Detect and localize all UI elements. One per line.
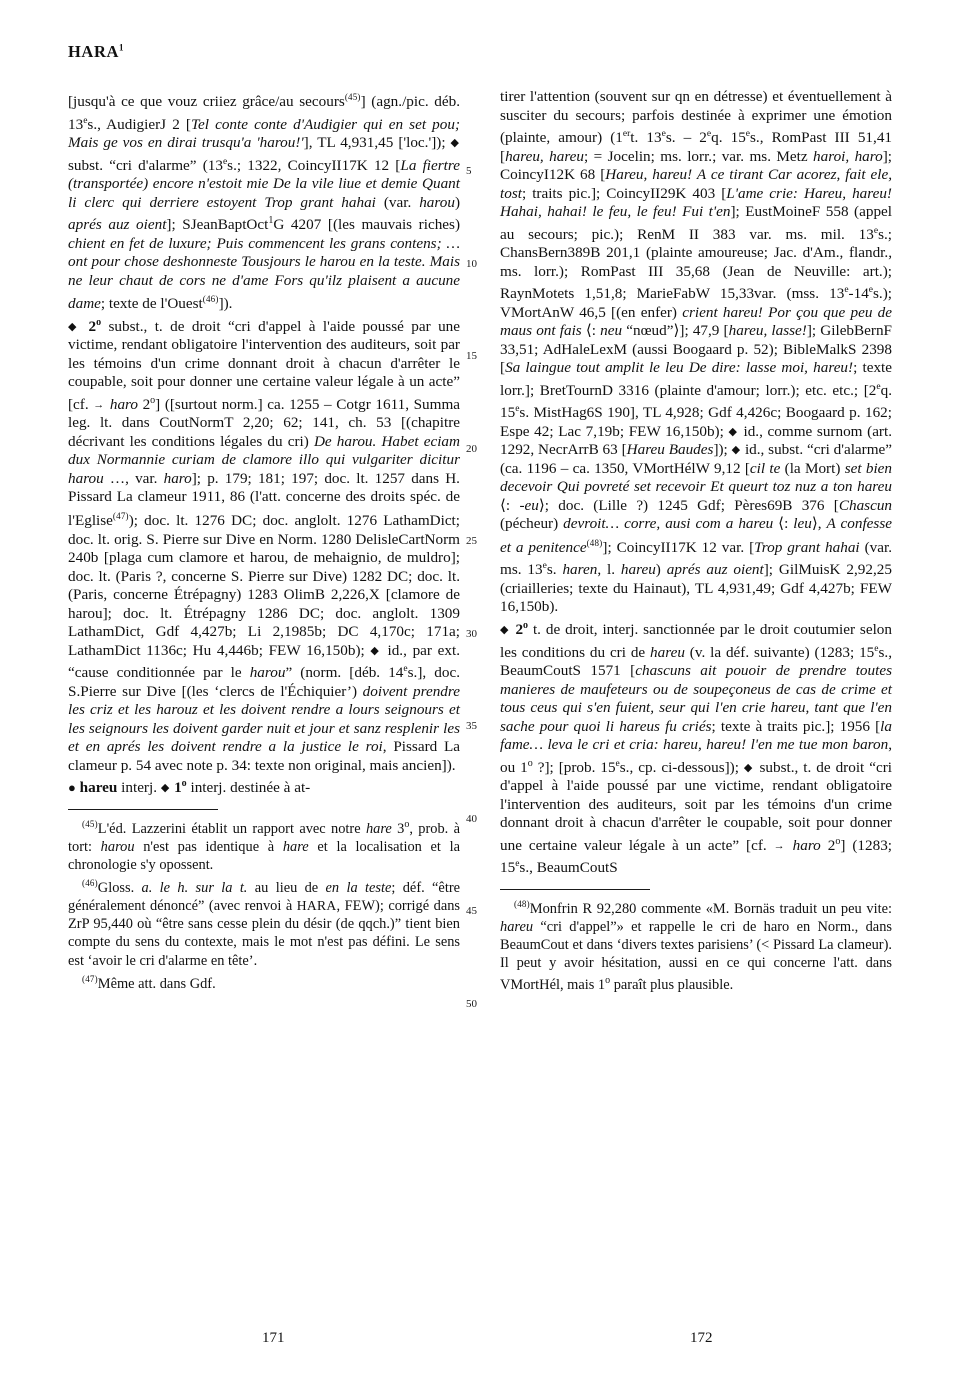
text-paragraph: $^{(48)}$Monfrin R 92,280 commente «M. Bornäs traduit un peu vite: hareu “cri d'appel”» et rappelle le cri de haro en Norm., dans BeaumCout et dans ‘divers textes parisiens’ (< Pissard La clameur). Il peut y avoir hésitation, aussi en ce qui concerne l'att. dans VMortHél, mais 1$^o$ paraît plus plausible. bbox=[500, 898, 892, 994]
right-column-body bbox=[500, 88, 892, 878]
text-paragraph: tirer l'attention (souvent sur qn en détresse) et éventuellement à susciter du secours; parfois destinée à exprimer une émotion (plainte, amour) (1ert. 13es. – 2eq. 15es., RomPast III 51,41 [hareu, hareu; = Jocelin; ms. lorr.; var. ms. Metz haroi, haro]; CoincyI12K 68 [Hareu, hareu! A ce tirant Car acorez, fait ele, tost; traits pic.]; CoincyII29K 403 [L'ame crie: Hareu, hareu! Hahai, hahai! le feu, le feu! Fui t'en]; EustMoineF 558 (appel au secours; pic.); RenM II 383 var. ms. mil. 13es.; ChansBern389B 201,1 (plainte amoureuse; Jac. d'Am., flandr., ms. lorr.); RomPast III 35,68 (Jean de Neuville: art.); RaynMotets 1,51,8; MarieFabW 15,33var. (mss. 13e-14es.); VMortAnW 46,5 [(en enfer) crient hareu! Por çou que peu de maus ont fais ⟨: neu “nœud”⟩]; 47,9 [hareu, lasse!]; GilebBernF 33,51; AdHaleLexM (aussi Boogaard p. 52); BibleMalkS 2398 [Sa laingue tout amplit le leu De dire: lasse moi, hareu!; texte lorr.]; BretTournD 3316 (plainte d'amour; lorr.); etc. etc.; [2eq. 15es. MistHag6S 190], TL 4,928; Gdf 4,426c; Boogaard p. 162; Espe 42; Lac 7,19b; FEW 16,150b); ◆ id., comme surnom (art. 1292, NecrArrB 63 [Hareu Baudes]); ◆ id., subst. “cri d'alarme” (ca. 1196 – ca. 1350, VMortHélW 9,12 [cil te (la Mort) set bien decevoir Qui povreté set recevoir Et queurt toz nuz a ton hareu ⟨: -eu⟩; doc. (Lille ?) 1245 Gdf; Pères69B 376 [Chascun (pécheur) devroit… corre, ausi com a hareu ⟨: leu⟩, A confesse et a penitence$^{(48)}$]; CoincyII17K 12 var. [Trop grant hahai (var. ms. 13es. haren, l. hareu) aprés auz oient]; GilMuisK 2,92,25 (criailleries; texte du Hainaut), TL 4,931,49; Gdf 4,427b; FEW 16,150b). bbox=[500, 88, 893, 616]
line-number-row bbox=[466, 421, 492, 440]
line-number-row bbox=[466, 495, 492, 514]
line-number-row bbox=[466, 810, 492, 829]
line-number-row bbox=[466, 828, 492, 847]
line-number-row bbox=[466, 939, 492, 958]
line-number: 20 bbox=[466, 442, 477, 455]
line-number-row bbox=[466, 292, 492, 311]
line-number-row bbox=[466, 384, 492, 403]
line-number-row bbox=[466, 273, 492, 292]
headword-text: HARA bbox=[68, 42, 119, 61]
line-number-row bbox=[466, 181, 492, 200]
line-number-row bbox=[466, 125, 492, 144]
line-number-row bbox=[466, 403, 492, 422]
line-number-row bbox=[466, 569, 492, 588]
line-number-row bbox=[466, 791, 492, 810]
line-number-row bbox=[466, 329, 492, 348]
line-number: 50 bbox=[466, 997, 477, 1010]
line-number-row bbox=[466, 255, 492, 274]
line-number-row bbox=[466, 88, 492, 107]
line-number: 25 bbox=[466, 535, 477, 547]
line-number-row bbox=[466, 532, 492, 551]
left-column-body bbox=[68, 88, 460, 798]
line-number: 15 bbox=[466, 350, 477, 362]
line-number-row bbox=[466, 680, 492, 699]
line-number-row bbox=[466, 865, 492, 884]
line-number-row bbox=[466, 199, 492, 218]
line-number-row bbox=[466, 884, 492, 903]
right-column-footnotes bbox=[500, 895, 892, 995]
line-number-row bbox=[466, 976, 492, 995]
left-column bbox=[68, 88, 460, 993]
text-paragraph: $^{(46)}$Gloss. a. le h. sur la t. au lieu de en la teste; déf. “être généralement dénoncé” (avec renvoi à HARA, FEW); corrigé dans ZrP 95,440 où “être sans cesse plein du désir (de qqch.)” tient bien compte du sens du contexte, mais le mot n'est pas défini. Le sens est ‘avoir le cri d'alarme en tête’. bbox=[68, 878, 461, 969]
line-number: 35 bbox=[466, 720, 477, 732]
line-number-row bbox=[466, 458, 492, 477]
footnote-separator-right bbox=[500, 889, 650, 890]
text-paragraph: $^{(47)}$Même att. dans Gdf. bbox=[82, 973, 216, 992]
line-number-row bbox=[466, 902, 492, 921]
text-paragraph: $^{(45)}$L'éd. Lazzerini établit un rapport avec notre hare 3$^o$, prob. à tort: harou n'est pas identique à hare et la localisation et la chronologie s'y opossent. bbox=[68, 818, 461, 873]
folio-number-right: 172 bbox=[690, 1330, 713, 1346]
line-number-row bbox=[466, 588, 492, 607]
line-number-row bbox=[466, 551, 492, 570]
line-number-row bbox=[466, 921, 492, 940]
line-number: 40 bbox=[466, 812, 477, 825]
line-number-row bbox=[466, 477, 492, 496]
headword-superscript: 1 bbox=[118, 42, 125, 53]
line-number-row bbox=[466, 347, 492, 366]
left-column-footnotes bbox=[68, 815, 460, 993]
text-paragraph: ◆ 2$^o$ t. de droit, interj. sanctionnée par le droit coutumier selon les conditions du cri de hareu (v. la déf. suivante) (1283; 15es., BeaumCoutS 1571 [chascuns ait pouoir de prendre toutes manieres de maufeteurs ou de soupeçoneus de cas de crime et tous ceus qui s'en fuient, seur qui l'en crie hareu, tant que l'en sache pour quoi li hareus fu criés; texte à traits pic.]; 1956 [la fame… leva le cri et cria: hareu, hareu! l'en me tue mon baron, ou 1$^o$ ?]; [prob. 15es., cp. ci-dessous]); ◆ subst., t. de droit “cri d'appel à l'aide poussé par une victime, rendant obligatoire l'intervention des auditeurs, soit par les témoins d'un crime donnant droit à chacun d'arrêter le coupable, soit pour donner une certaine valeur légale à un acte” [cf. → haro 2$^o$] (1283; 15es., BeaumCoutS bbox=[500, 619, 893, 877]
text-paragraph: [jusqu'à ce que vouz criiez grâce/au secours$^{(45)}$] (agn./pic. déb. 13es., AudigierJ 2 [Tel conte conte d'Audigier qui en set pou; Mais ge vos en dirai trusqu'a 'harou!'], TL 4,931,45 ['loc.']); ◆ subst. “cri d'alarme” (13es.; 1322, CoincyII17K 12 [La fiertre (transportée) encore n'estoit mie De la vile liue et demie Quant li clerc qui derriere estoyent Trop grant hahai (var. harou) aprés auz oient]; SJeanBaptOct$^1$G 4207 [(les mauvais riches) chient en fet de luxure; Puis commencent les grans contens; … ont pour chose deshonneste Tousjours le harou en la teste. Mais ne leur chaut de cors ne d'ame Fors qu'ilz plaisent a aucune dame; texte de l'Ouest$^{(46)}$]). bbox=[68, 92, 460, 313]
line-number-row bbox=[466, 773, 492, 792]
line-number-row bbox=[466, 310, 492, 329]
line-number-row bbox=[466, 218, 492, 237]
line-number-row bbox=[466, 995, 492, 1014]
line-number-row bbox=[466, 958, 492, 977]
line-number-row bbox=[466, 606, 492, 625]
line-number: 30 bbox=[466, 627, 477, 640]
line-number-row bbox=[466, 699, 492, 718]
line-number-row bbox=[466, 754, 492, 773]
line-number-row bbox=[466, 144, 492, 163]
line-number-row bbox=[466, 440, 492, 459]
line-number-row bbox=[466, 643, 492, 662]
right-column bbox=[500, 88, 892, 994]
footnote-separator-left bbox=[68, 809, 218, 810]
line-number-row bbox=[466, 736, 492, 755]
text-paragraph: ● hareu interj. ◆ 1$^o$ interj. destinée à at- bbox=[68, 778, 311, 797]
line-number-row bbox=[466, 662, 492, 681]
line-number-row bbox=[466, 162, 492, 181]
line-number-row bbox=[466, 236, 492, 255]
folio-number-left: 171 bbox=[262, 1330, 285, 1346]
line-number-row bbox=[466, 366, 492, 385]
line-number-row bbox=[466, 847, 492, 866]
line-number-row bbox=[466, 625, 492, 644]
line-number: 5 bbox=[466, 165, 472, 177]
page-title bbox=[68, 42, 124, 62]
line-number: 10 bbox=[466, 257, 477, 270]
line-number-row bbox=[466, 717, 492, 736]
text-paragraph: ◆ 2$^o$ subst., t. de droit “cri d'appel à l'aide poussé par une victime, rendant obligatoire l'intervention des auditeurs, soit par les témoins d'un crime donnant droit à chacun d'arrêter le coupable, soit pour donner une certaine valeur légale à un acte” [cf. → haro 2$^o$] ([surtout norm.] ca. 1255 – Cotgr 1611, Summa leg. lt. dans CoutNormT 2,20; 62; 141, ch. 53 [(chapitre décrivant les conditions légales du cri) De harou. Habet eciam dux Normannie curiam de clamore illo qui vulgariter dicitur harou …, var. haro]; p. 179; 181; 197; doc. lt. 1257 dans H. Pissard La clameur 1911, 86 (l'att. concerne des droits spéc. de l'Eglise$^{(47)}$); doc. lt. 1276 DC; doc. anglolt. 1276 LathamDict; doc. lt. orig. S. Pierre sur Dive en Norm. 1280 DelisleCartNorm 240b [plaga cum clamore et harou, de mehaignio, de muldro]; doc. lt. (Paris ?, concerne S. Pierre sur Dive) 1282 DC; doc. lt. (Paris, concerne Étrépagny) 1283 OlimB 2,226,X [clamore de harou]; doc. lt. Étrépagny 1286 DC; doc. anglolt. 1309 LathamDict, Gdf 4,427b; Li 2,1985b; DC 4,170c; 171a; LathamDict 1136c; Hu 4,446b; FEW 16,150b); ◆ id., par ext. “cause conditionnée par le harou” (norm. [déb. 14es.], doc. S.Pierre sur Dive [(les ‘clercs de l'Échiquier’) doivent prendre les criz et les harouz et les doivent rendre a lours seignours et les seignours les doivent garder nuit et jour et sanz resplenir les et en aprés les doivent rendre a la justice le roi, Pissard La clameur p. 54 avec note p. 34: texte non original, mais ancien]). bbox=[68, 316, 461, 774]
line-number-row bbox=[466, 514, 492, 533]
line-number-row bbox=[466, 107, 492, 126]
line-number: 45 bbox=[466, 905, 477, 917]
line-number-gutter bbox=[466, 88, 492, 1013]
